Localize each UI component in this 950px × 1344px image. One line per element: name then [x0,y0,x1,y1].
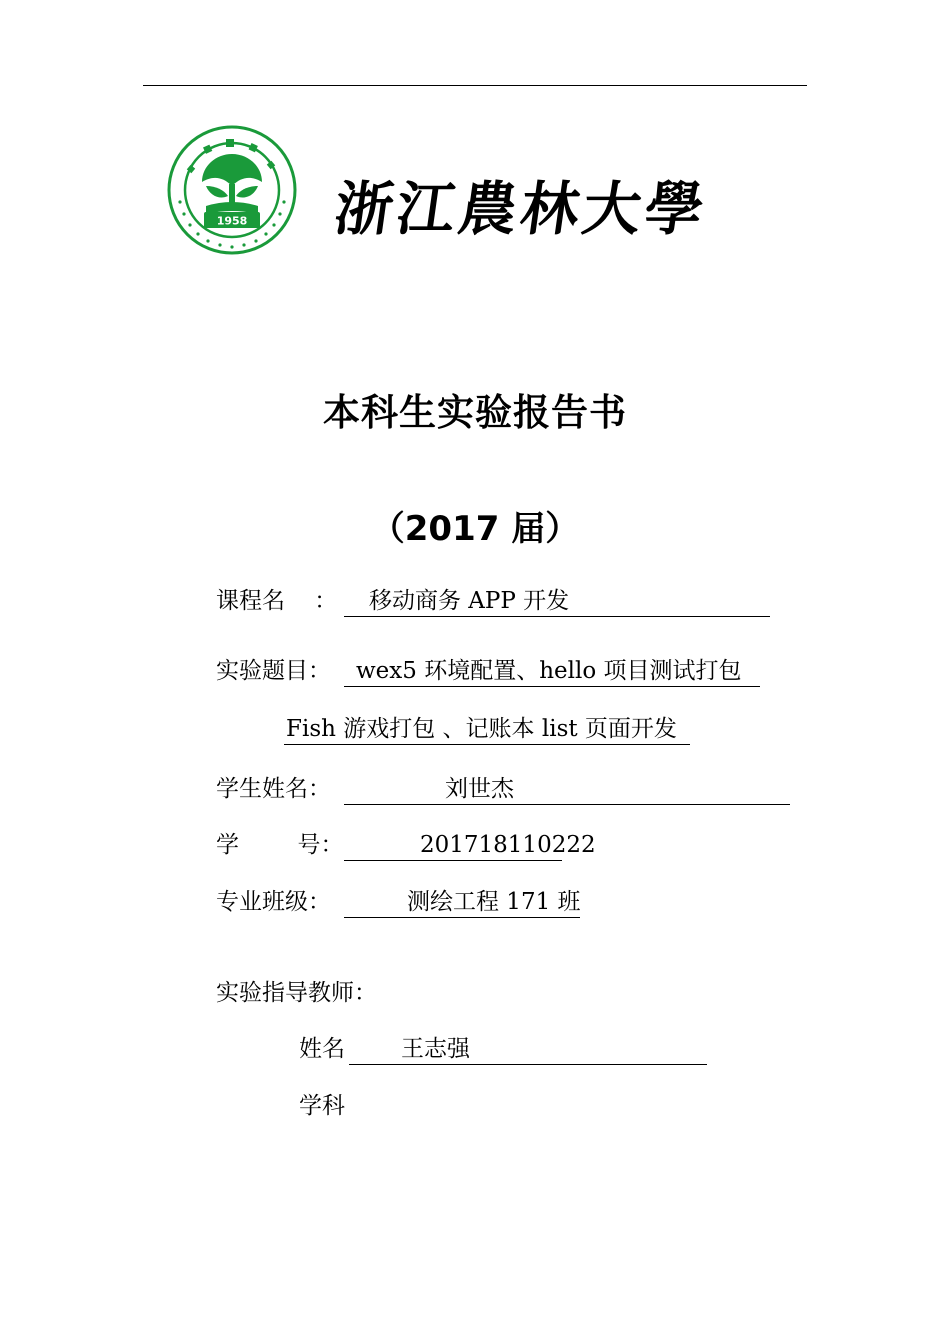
header-rule [143,85,807,86]
student-name-underline [344,778,790,805]
advisor-name-label: 姓名 [299,1036,345,1062]
course-value: 移动商务 APP 开发 [369,588,570,614]
topic-label: 实验题目： [216,658,331,684]
university-logo-icon [166,124,298,256]
class-label: 专业班级： [216,889,331,915]
advisor-label: 实验指导教师： [216,980,377,1006]
university-name: 浙江農林大學 [330,175,712,243]
logo-year-text: 1958 [216,214,248,228]
report-title: 本科生实验报告书 [323,391,627,434]
student-id-value: 201718110222 [420,832,596,858]
student-id-label: 学 号： [216,832,344,858]
report-year: （2017 届） [370,509,580,549]
course-label: 课程名 ： [216,588,338,614]
advisor-subject-label: 学科 [299,1093,345,1119]
class-value: 测绘工程 171 班 [407,889,581,915]
topic-value-line2: Fish 游戏打包 、记账本 list 页面开发 [286,716,677,742]
student-name-value: 刘世杰 [445,776,514,802]
advisor-name-value: 王志强 [401,1036,470,1062]
topic-value-line1: wex5 环境配置、hello 项目测试打包 [356,658,742,684]
student-name-label: 学生姓名： [216,776,331,802]
